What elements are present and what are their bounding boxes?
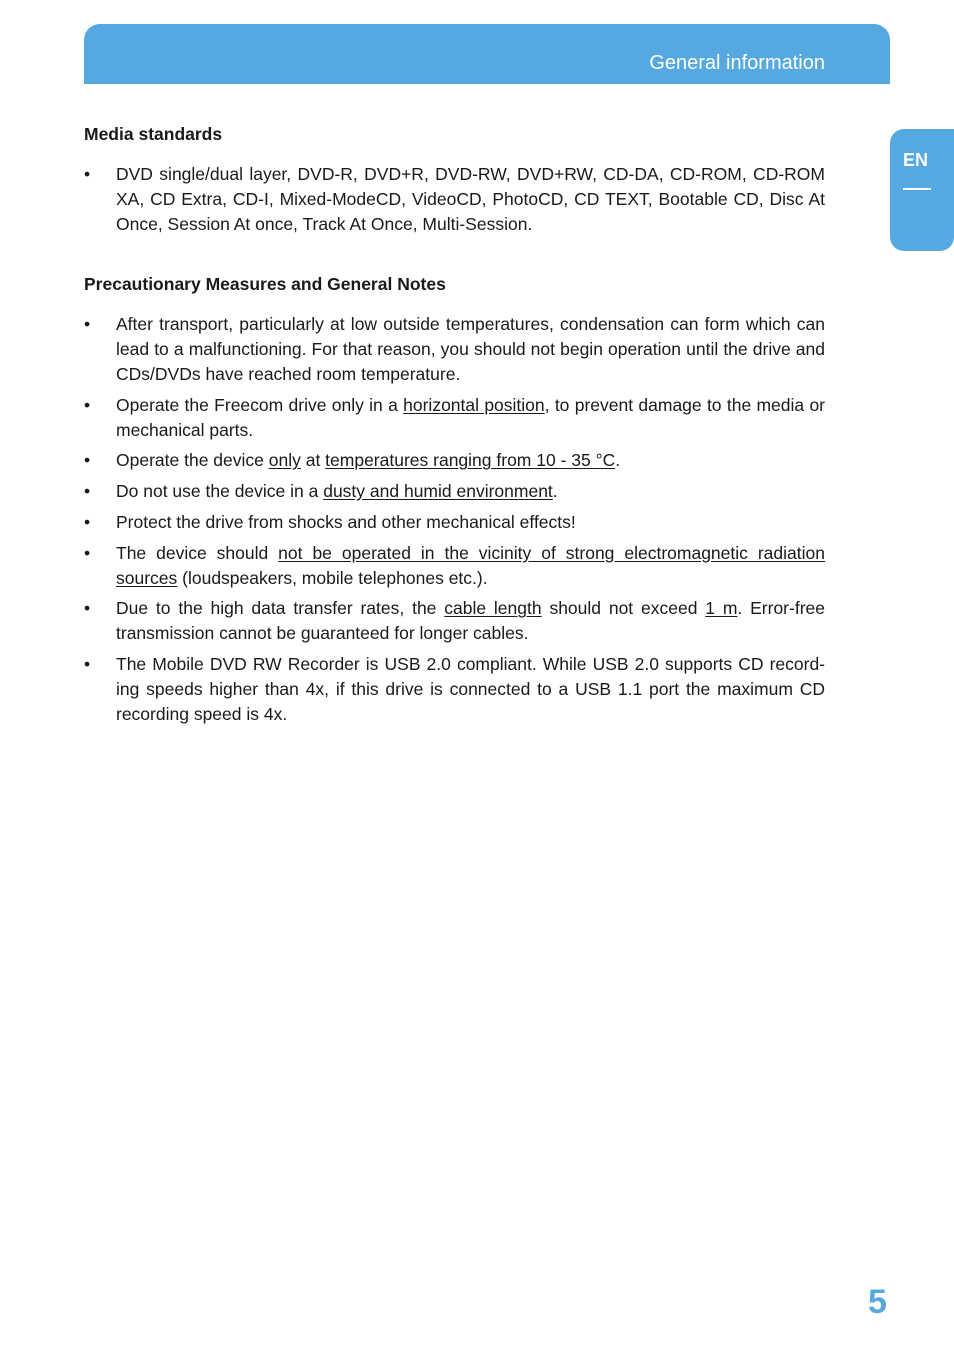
precautions-heading: Precautionary Measures and General Notes bbox=[84, 274, 446, 295]
emphasis-underline: dusty and humid environment bbox=[323, 481, 553, 502]
bullet: • bbox=[84, 481, 91, 502]
list-item-text: After transport, particularly at low outside temperatures, condensation can form which can lead to a malfunctioning. For that reason, you should not begin operation until the drive and CDs/DVDs have reached room temperature. bbox=[116, 314, 825, 384]
bullet: • bbox=[84, 314, 91, 335]
bullet: • bbox=[84, 598, 91, 619]
list-item bbox=[84, 541, 825, 591]
list-item bbox=[84, 393, 825, 443]
list-item-text: . bbox=[552, 481, 558, 502]
list-item-text: . Error-free transmission cannot be guaranteed for longer cables. bbox=[116, 598, 825, 644]
list-item-text: Do not use the device in a bbox=[116, 481, 324, 502]
list-item-text: should not exceed bbox=[541, 598, 706, 619]
bullet: • bbox=[84, 653, 91, 674]
list-item bbox=[84, 510, 825, 535]
list-item bbox=[84, 479, 825, 504]
emphasis-underline: temperatures ranging from 10 - 35 °C bbox=[325, 450, 616, 471]
list-item-text: The Mobile DVD RW Recorder is USB 2.0 compliant. While USB 2.0 supports CD record-ing speeds higher than 4x, if this drive is connected to a USB 1.1 port the maximum CD recording speed is 4x. bbox=[116, 653, 825, 724]
list-item-text: The device should bbox=[116, 542, 279, 563]
bullet: • bbox=[84, 450, 91, 471]
list-item bbox=[84, 312, 825, 386]
list-item-text: . bbox=[615, 450, 621, 471]
header-bar bbox=[84, 24, 890, 84]
bullet: • bbox=[84, 394, 91, 415]
emphasis-underline: only bbox=[268, 450, 301, 471]
list-item bbox=[84, 448, 825, 473]
emphasis-underline: horizontal position bbox=[403, 394, 545, 415]
emphasis-underline: not be operated in the vicinity of strong electromagnetic radiation sources bbox=[116, 542, 825, 588]
list-item bbox=[84, 596, 825, 646]
list-item-text: Due to the high data transfer rates, the bbox=[116, 598, 445, 619]
list-item bbox=[84, 652, 825, 726]
bullet: • bbox=[84, 511, 91, 532]
list-item-text: at bbox=[300, 450, 326, 471]
language-label: EN bbox=[903, 150, 929, 170]
list-item-text: (loudspeakers, mobile telephones etc.). bbox=[177, 567, 488, 588]
emphasis-underline: 1 m bbox=[705, 598, 738, 619]
language-tab[interactable] bbox=[890, 129, 954, 251]
precautions-list bbox=[84, 312, 825, 726]
media-standards-list bbox=[84, 162, 825, 236]
list-item-text: Protect the drive from shocks and other mechanical effects! bbox=[116, 511, 576, 532]
list-item bbox=[84, 162, 825, 236]
bullet: • bbox=[84, 164, 91, 184]
header-title: General information bbox=[649, 52, 825, 74]
bullet: • bbox=[84, 542, 91, 563]
list-item-text: Operate the device bbox=[116, 450, 269, 471]
list-item-text: Operate the Freecom drive only in a bbox=[116, 394, 404, 415]
language-underline bbox=[903, 188, 931, 190]
list-item-text: DVD single/dual layer, DVD-R, DVD+R, DVD-RW, DVD+RW, CD-DA, CD-ROM, CD-ROM XA, CD Extra, CD-I, Mixed-ModeCD, VideoCD, PhotoCD, CD TEXT, Bootable CD, Disc At Once, Session At once, Track At Once, Multi-Session. bbox=[116, 164, 825, 234]
main-content bbox=[84, 124, 825, 732]
emphasis-underline: cable length bbox=[444, 598, 542, 619]
list-item-text: , to prevent damage to the media or mechanical parts. bbox=[116, 394, 826, 440]
page-number: 5 bbox=[868, 1283, 887, 1321]
media-standards-heading: Media standards bbox=[84, 124, 223, 144]
